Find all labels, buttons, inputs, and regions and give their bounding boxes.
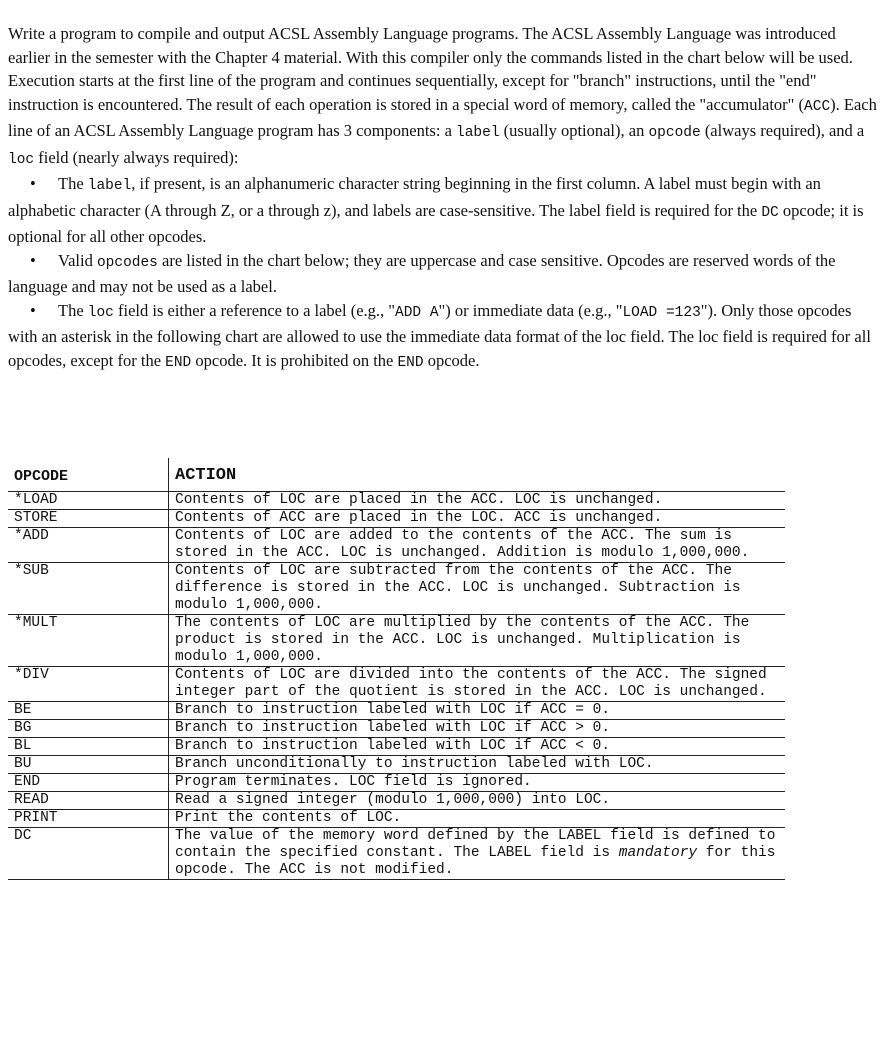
header-action: ACTION	[169, 458, 786, 492]
table-row	[8, 667, 785, 702]
action-cell: Contents of ACC are placed in the LOC. ACC is unchanged.	[169, 510, 786, 528]
table-row	[8, 720, 785, 738]
bullet-label: • The label, if present, is an alphanumeric character string beginning in the first column. A label must begin with an alphabetic character (A through Z, or a through z), and labels are case-sensitive. The label field is required for the DC opcode; it is optional for all other opcodes.	[8, 174, 864, 246]
table-row	[8, 528, 785, 563]
opcode-table	[8, 458, 785, 880]
header-opcode: OPCODE	[8, 458, 169, 492]
problem-description	[8, 22, 880, 375]
table-row	[8, 492, 785, 510]
table-row	[8, 615, 785, 667]
label-code: label	[456, 125, 500, 141]
action-cell: Contents of LOC are subtracted from the contents of the ACC. The difference is stored in the ACC. LOC is unchanged. Subtraction is modulo 1,000,000.	[169, 563, 786, 615]
opcode-cell: BL	[8, 738, 169, 756]
table-row	[8, 792, 785, 810]
action-cell: Contents of LOC are placed in the ACC. LOC is unchanged.	[169, 492, 786, 510]
bullet-loc: • The loc field is either a reference to a label (e.g., "ADD A") or immediate data (e.g., "LOAD =123"). Only those opcodes with an asterisk in the following chart are allowed to use the immediate data format of the loc field. The loc field is required for all opcodes, except for the END opcode. It is prohibited on the END opcode.	[8, 300, 871, 371]
table-row	[8, 563, 785, 615]
opcode-cell: *SUB	[8, 563, 169, 615]
opcode-cell: BG	[8, 720, 169, 738]
table-row	[8, 828, 785, 880]
table-row	[8, 774, 785, 792]
opcode-cell: *ADD	[8, 528, 169, 563]
mandatory-emphasis: mandatory	[618, 845, 698, 861]
opcode-cell: READ	[8, 792, 169, 810]
action-cell: Print the contents of LOC.	[169, 810, 786, 828]
opcode-cell: END	[8, 774, 169, 792]
bullet-icon: •	[30, 174, 36, 193]
bullet-icon: •	[30, 300, 36, 320]
table-row	[8, 510, 785, 528]
opcode-cell: *LOAD	[8, 492, 169, 510]
opcode-cell: PRINT	[8, 810, 169, 828]
opcode-cell: *DIV	[8, 667, 169, 702]
bullet-icon: •	[30, 250, 36, 270]
acc-code: ACC	[804, 98, 831, 115]
table-header-row	[8, 458, 785, 492]
opcode-cell: DC	[8, 828, 169, 880]
opcode-cell: *MULT	[8, 615, 169, 667]
action-cell: The contents of LOC are multiplied by the contents of the ACC. The product is stored in the ACC. LOC is unchanged. Multiplication is modulo 1,000,000.	[169, 615, 786, 667]
action-cell: Branch to instruction labeled with LOC if ACC = 0.	[169, 702, 786, 720]
action-cell: Contents of LOC are added to the contents of the ACC. The sum is stored in the ACC. LOC is unchanged. Addition is modulo 1,000,000.	[169, 528, 786, 563]
intro-paragraph: Write a program to compile and output ACSL Assembly Language programs. The ACSL Assembly Language was introduced earlier in the semester with the Chapter 4 material. With this compiler only the commands listed in the chart below will be used. Execution starts at the first line of the program and continues sequentially, except for "branch" instructions, until the "end" instruction is encountered. The result of each operation is stored in a special word of memory, called the "accumulator" (ACC). Each line of an ACSL Assembly Language program has 3 components: a label (usually optional), an opcode (always required), and a loc field (nearly always required):	[8, 24, 877, 168]
table-row	[8, 702, 785, 720]
table-row	[8, 756, 785, 774]
action-cell: Contents of LOC are divided into the contents of the ACC. The signed integer part of the quotient is stored in the ACC. LOC is unchanged.	[169, 667, 786, 702]
table-row	[8, 810, 785, 828]
action-cell: Branch to instruction labeled with LOC if ACC > 0.	[169, 720, 786, 738]
opcode-cell: STORE	[8, 510, 169, 528]
table-row	[8, 738, 785, 756]
action-cell: Branch unconditionally to instruction labeled with LOC.	[169, 756, 786, 774]
action-cell: Branch to instruction labeled with LOC if ACC < 0.	[169, 738, 786, 756]
opcode-code: opcode	[648, 125, 701, 141]
action-cell: The value of the memory word defined by the LABEL field is defined to contain the specified constant. The LABEL field is mandatory for this opcode. The ACC is not modified.	[169, 828, 786, 880]
opcode-cell: BE	[8, 702, 169, 720]
bullet-opcodes: • Valid opcodes are listed in the chart below; they are uppercase and case sensitive. Opcodes are reserved words of the language and may not be used as a label.	[8, 250, 836, 296]
action-cell: Program terminates. LOC field is ignored.	[169, 774, 786, 792]
action-cell: Read a signed integer (modulo 1,000,000) into LOC.	[169, 792, 786, 810]
loc-code: loc	[8, 151, 35, 168]
opcode-cell: BU	[8, 756, 169, 774]
